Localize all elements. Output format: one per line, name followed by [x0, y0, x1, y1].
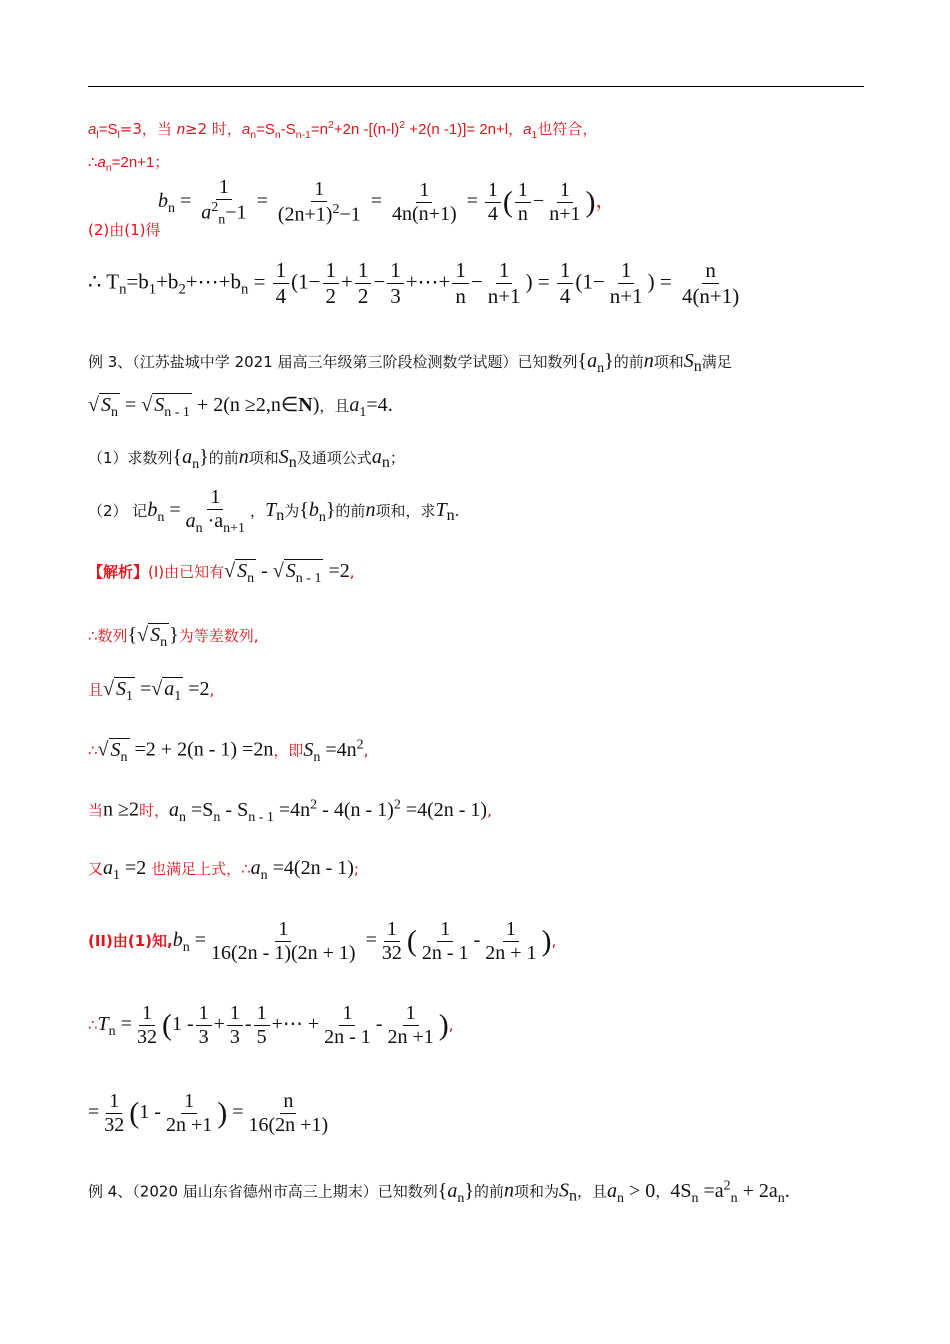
header-rule	[88, 86, 864, 87]
tn-formula: ∴ $T_n=b_1+b_2+\cdots+b_n$ = $\frac{1}{4}$ (1− $\frac{1}{2}$ + $\frac{1}{2}$ − $\frac{1}{3}$ +⋯+ $\frac{1}{n}$ − $\frac{1}{n+1}$ ) = $\frac{1}{4}$ (1− $\frac{1}{n+1}$ ) = $\frac{n}{4(n+1)}$	[88, 258, 740, 308]
question-2: （2） 记$b_n$ = $\frac{1}{a_n \cdot a_{n+1}}$ ，$T_n$为$\{b_n\}$的前n项和，求$T_n$.	[88, 486, 460, 536]
sn-result-line: ∴√ $S_n =2 + 2(n - 1) =2n$，即$S_n =4n^2$,	[88, 737, 369, 765]
question-1: （1）求数列$\{a_n\}$的前n项和$S_n$及通项公式$a_n$；	[88, 446, 405, 472]
an-final-line: 又$a_1 =2$ 也满足上式，$\therefore a_n =4(2n - 1)$;	[88, 857, 359, 883]
example-4-heading: 例 4、（2020 届山东省德州市高三上期末）已知数列$\{a_n\}$的前n项和为$S_n$，且$a_n > 0$，$4S_n =a^2_n + 2a_n$.	[88, 1178, 790, 1206]
example-3-condition: √ $S_n$ = √ $S_{n - 1} + 2(n$ ≥2,n∈N)，且$a_1=4$.	[88, 394, 393, 420]
part2-label: (2)由(1)得	[88, 221, 161, 239]
arithmetic-sequence-line: ∴数列{√ $S_n$ }为等差数列,	[88, 624, 259, 650]
initial-value-line: 且√ $S_1$ =√ $a_1 =2$,	[88, 678, 215, 704]
solution-line-1: $a_l=S_l=3$，当 n≥2 时，$a_n=S_n-S_{n-1}=n^2+2n$ $-[(n-l)^2 +2(n$ -1)]= 2n+l，$a_1$也符合，	[88, 119, 598, 141]
example-3-heading: 例 3、（江苏盐城中学 2021 届高三年级第三阶段检测数学试题）已知数列$\{a_n\}$的前n项和$S_n$满足	[88, 350, 732, 376]
final-result-line: = $\frac{1}{32}$ (1 - $\frac{1}{2n +1}$ ) = $\frac{n}{16(2n +1)}$	[88, 1090, 329, 1136]
solution-line-2: $\therefore a_n=2n+1$；	[88, 154, 170, 174]
part2-solution-line: (II)由(1)知$,b_n$ = $\frac{1}{16(2n - 1)(2n + 1)}$ = $\frac{1}{32}$ ( $\frac{1}{2n - 1}$ - $\frac{1}{2n + 1}$ ),	[88, 918, 557, 964]
solution-heading: 【解析】(I)由已知有√ $S_n$ - √ $S_{n - 1} =2$,	[88, 560, 355, 586]
an-derivation-line: 当n ≥2时，$a_n =S_n - S_{n - 1} =4n^2 - 4(n - 1)^2 =4(2n - 1)$,	[88, 797, 492, 825]
tn-solution-line: $\therefore T_n$ = $\frac{1}{32}$ (1 - $\frac{1}{3}$ + $\frac{1}{3}$ - $\frac{1}{5}$ +⋯ + $\frac{1}{2n - 1}$ - $\frac{1}{2n +1}$ ),	[88, 1002, 454, 1048]
bn-formula: $b_n$ = $\frac{1}{a^2_n-1}$ = $\frac{1}{(2n+1)^2-1}$ = $\frac{1}{4n(n+1)}$ = $\frac{1}{4}$ ( $\frac{1}{n}$ − $\frac{1}{n+1}$ )，	[158, 176, 616, 228]
